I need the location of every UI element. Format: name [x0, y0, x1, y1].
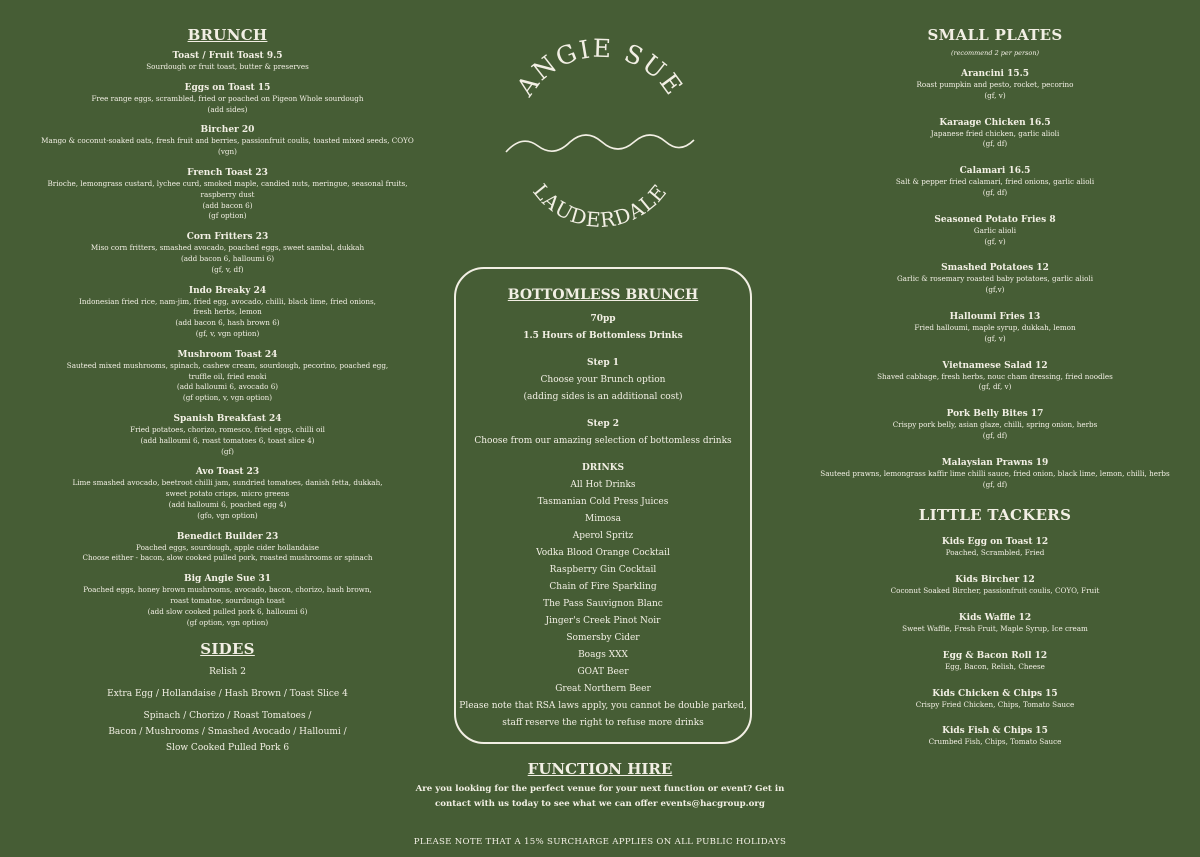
menu-item-description: (gf option, vgn option) — [186, 617, 269, 627]
drink-item: All Hot Drinks — [570, 480, 636, 490]
menu-item-description: Roast pumpkin and pesto, rocket, pecorino — [916, 80, 1074, 89]
menu-item — [0, 531, 455, 565]
menu-item-name: Mushroom Toast 24 — [177, 349, 278, 360]
menu-item-name: Vietnamese Salad 12 — [942, 360, 1048, 371]
drinks-title: DRINKS — [581, 463, 625, 473]
drink-item: Boags XXX — [578, 650, 628, 660]
menu-item-description: truffle oil, fried enoki — [188, 371, 267, 381]
menu-item — [0, 285, 455, 340]
menu-item-name: Spanish Breakfast 24 — [173, 413, 282, 424]
menu-item-name: Seasoned Potato Fries 8 — [934, 214, 1056, 225]
logo-bottom-text: LAUDERDALE — [528, 179, 672, 230]
drink-item: GOAT Beer — [577, 667, 629, 677]
menu-item-description: (gf option) — [208, 211, 247, 221]
bottomless-duration: 1.5 Hours of Bottomless Drinks — [523, 331, 683, 341]
right-column — [790, 0, 1200, 763]
rsa-note-line: staff reserve the right to refuse more drinks — [502, 718, 704, 728]
function-hire-line: contact with us today to see what we can offer events@hacgroup.org — [435, 799, 765, 809]
menu-item-description: Indonesian fried rice, nam-jim, fried egg, avocado, chilli, black lime, fried onions, — [79, 296, 376, 306]
menu-item-description: (add bacon 6) — [202, 200, 253, 210]
step1-line: (adding sides is an additional cost) — [523, 392, 683, 402]
menu-item-description: Crispy pork belly, asian glaze, chilli, spring onion, herbs — [892, 420, 1098, 430]
menu-item-description: Choose either - bacon, slow cooked pulled pork, roasted mushrooms or spinach — [82, 553, 373, 563]
menu-item — [790, 650, 1200, 673]
menu-item-description: Fried halloumi, maple syrup, dukkah, lemon — [914, 322, 1076, 332]
menu-item-description: Poached, Scrambled, Fried — [945, 548, 1045, 558]
menu-item-name: Kids Waffle 12 — [958, 612, 1032, 623]
brunch-title: BRUNCH — [187, 26, 268, 44]
menu-item-name: Kids Fish & Chips 15 — [942, 726, 1048, 737]
menu-item-name: Arancini 15.5 — [960, 69, 1029, 79]
angie-sue-logo — [500, 30, 700, 230]
step2-title: Step 2 — [586, 419, 620, 429]
menu-item-name: Benedict Builder 23 — [176, 531, 279, 542]
brunch-items — [0, 50, 455, 628]
menu-item-description: (add slow cooked pulled pork 6, halloumi 6) — [147, 606, 308, 616]
menu-item-name: Eggs on Toast 15 — [184, 82, 271, 93]
drink-item: Mimosa — [584, 514, 622, 524]
menu-item-description: Brioche, lemongrass custard, lychee curd, smoked maple, candied nuts, meringue, seasonal fruits, — [47, 178, 408, 188]
sides-line: Slow Cooked Pulled Pork 6 — [165, 743, 290, 754]
menu-item-name: Pork Belly Bites 17 — [946, 409, 1044, 420]
bottomless-price: 70pp — [590, 314, 616, 324]
menu-item-description: (gf, df) — [982, 187, 1008, 197]
menu-item-description: sweet potato crisps, micro greens — [165, 489, 290, 499]
menu-item-description: (gf, v) — [984, 90, 1006, 100]
menu-item-name: Egg & Bacon Roll 12 — [942, 650, 1048, 661]
menu-item-name: Kids Egg on Toast 12 — [941, 537, 1049, 548]
drink-item: Somersby Cider — [566, 633, 640, 643]
menu-item-description: (add bacon 6, halloumi 6) — [180, 253, 275, 263]
menu-item-description: (gfo, vgn option) — [197, 510, 258, 520]
menu-item-description: (gf) — [221, 446, 234, 456]
sides-line: Extra Egg / Hollandaise / Hash Brown / Toast Slice 4 — [107, 689, 348, 700]
menu-item-description: (add halloumi 6, roast tomatoes 6, toast slice 4) — [140, 435, 315, 445]
drink-item: Jinger's Creek Pinot Noir — [545, 616, 661, 626]
menu-item — [0, 413, 455, 457]
menu-item-description: (gf, v, vgn option) — [195, 328, 260, 338]
menu-item — [790, 457, 1200, 491]
sides-line: Spinach / Chorizo / Roast Tomatoes / — [143, 711, 312, 722]
step2-line: Choose from our amazing selection of bottomless drinks — [474, 436, 732, 446]
menu-item — [790, 165, 1200, 199]
function-hire-text — [400, 782, 800, 812]
menu-item — [0, 50, 455, 73]
little-tackers-title: LITTLE TACKERS — [918, 506, 1072, 525]
sides-list — [0, 664, 455, 756]
menu-item-description: (gf, df) — [982, 139, 1008, 149]
menu-item-description: (gf, v) — [984, 333, 1006, 343]
drink-item: Raspberry Gin Cocktail — [549, 565, 657, 575]
drink-item: The Pass Sauvignon Blanc — [543, 599, 663, 609]
menu-item-description: Crumbed Fish, Chips, Tomato Sauce — [928, 737, 1062, 747]
drink-item: Great Northern Beer — [555, 684, 651, 694]
menu-item-name: Kids Chicken & Chips 15 — [932, 688, 1058, 699]
menu-item — [790, 68, 1200, 102]
menu-item-description: Garlic & rosemary roasted baby potatoes, garlic alioli — [896, 274, 1094, 284]
drinks-list — [456, 477, 750, 698]
menu-item — [0, 573, 455, 628]
function-hire-title: FUNCTION HIRE — [527, 760, 673, 778]
menu-item-name: French Toast 23 — [187, 167, 268, 178]
menu-item-name: Kids Bircher 12 — [955, 575, 1035, 586]
menu-item-description: (add bacon 6, hash brown 6) — [175, 318, 280, 328]
small-plates-title: SMALL PLATES — [927, 26, 1063, 44]
menu-item-description: (add halloumi 6, avocado 6) — [176, 382, 279, 392]
menu-item-description: (gf, v, df) — [211, 264, 244, 274]
menu-item-description: (add halloumi 6, poached egg 4) — [168, 499, 287, 509]
menu-item-description: (gf, v) — [984, 236, 1006, 246]
menu-item-description: Salt & pepper fried calamari, fried onions, garlic alioli — [895, 177, 1095, 187]
drink-item: Tasmanian Cold Press Juices — [537, 497, 669, 507]
menu-item — [790, 311, 1200, 345]
rsa-note-line: Please note that RSA laws apply, you cannot be double parked, — [459, 701, 747, 711]
menu-item-description: (vgn) — [218, 147, 237, 157]
menu-item-description: fresh herbs, lemon — [193, 307, 262, 317]
menu-item — [790, 725, 1200, 748]
menu-item-description: roast tomatoe, sourdough toast — [170, 595, 285, 605]
menu-item — [790, 612, 1200, 635]
bottomless-title: BOTTOMLESS BRUNCH — [507, 287, 699, 303]
menu-item-name: Smashed Potatoes 12 — [941, 263, 1049, 274]
menu-item-name: Karaage Chicken 16.5 — [939, 117, 1051, 128]
step1-line: Choose your Brunch option — [540, 375, 666, 385]
sides-title: SIDES — [200, 640, 255, 659]
menu-item — [0, 124, 455, 158]
drink-item: Aperol Spritz — [572, 531, 634, 541]
wave-icon — [506, 135, 694, 152]
sides-line: Bacon / Mushrooms / Smashed Avocado / Halloumi / — [108, 727, 347, 738]
small-plates-subtitle: (recommend 2 per person) — [950, 49, 1040, 57]
menu-item-description: (gf, df) — [982, 479, 1008, 489]
menu-item-name: Indo Breaky 24 — [188, 285, 267, 296]
menu-item-description: (gf option, v, vgn option) — [182, 393, 273, 403]
menu-item-description: (add sides) — [207, 104, 248, 114]
little-tackers-items — [790, 536, 1200, 748]
menu-item-description: Crispy Fried Chicken, Chips, Tomato Sauce — [915, 699, 1075, 709]
menu-item-name: Big Angie Sue 31 — [184, 574, 271, 585]
menu-item — [0, 231, 455, 275]
menu-item — [790, 536, 1200, 559]
drink-item: Vodka Blood Orange Cocktail — [536, 548, 670, 558]
menu-item-name: Corn Fritters 23 — [186, 232, 269, 243]
menu-item-name: Malaysian Prawns 19 — [941, 457, 1049, 468]
menu-item-description: (gf, df, v) — [978, 382, 1012, 392]
small-plates-items — [790, 68, 1200, 490]
menu-item-description: Egg, Bacon, Relish, Cheese — [945, 661, 1045, 671]
menu-item-name: Halloumi Fries 13 — [949, 311, 1041, 322]
bottomless-brunch-box — [454, 267, 752, 744]
menu-item-description: Shaved cabbage, fresh herbs, nouc cham dressing, fried noodles — [877, 371, 1113, 381]
brunch-column — [0, 0, 455, 756]
menu-item-description: Lime smashed avocado, beetroot chilli jam, sundried tomatoes, danish fetta, dukkah, — [72, 478, 383, 488]
menu-item-description: Sauteed prawns, lemongrass kaffir lime chilli sauce, fried onion, black lime, lemon, chilli, herbs — [820, 468, 1170, 478]
menu-item — [0, 82, 455, 116]
function-hire-section — [400, 760, 800, 812]
menu-item-description: Mango & coconut-soaked oats, fresh fruit and berries, passionfruit coulis, toasted mixed seeds, COYO — [41, 136, 414, 146]
menu-item-description: Poached eggs, sourdough, apple cider hollandaise — [136, 542, 319, 552]
menu-item-description: Sauteed mixed mushrooms, spinach, cashew cream, sourdough, pecorino, poached egg, — [66, 360, 389, 370]
step1-title: Step 1 — [586, 358, 620, 368]
menu-item-description: (gf,v) — [985, 285, 1005, 295]
menu-item-description: Coconut Soaked Bircher, passionfruit coulis, COYO, Fruit — [890, 586, 1100, 596]
menu-item-description: Poached eggs, honey brown mushrooms, avocado, bacon, chorizo, hash brown, — [83, 585, 372, 595]
menu-item — [790, 688, 1200, 711]
function-hire-line: Are you looking for the perfect venue for your next function or event? Get in — [415, 784, 785, 794]
menu-item-description: Sweet Waffle, Fresh Fruit, Maple Syrup, Ice cream — [902, 623, 1088, 633]
logo-top-text: ANGIE SUE — [510, 33, 690, 102]
menu-item-name: Calamari 16.5 — [959, 166, 1031, 177]
surcharge-note: PLEASE NOTE THAT A 15% SURCHARGE APPLIES ON ALL PUBLIC HOLIDAYS — [413, 837, 787, 847]
menu-item — [790, 214, 1200, 248]
menu-item — [790, 262, 1200, 296]
menu-item — [790, 574, 1200, 597]
menu-item — [790, 117, 1200, 151]
menu-item — [0, 349, 455, 404]
menu-item-description: Sourdough or fruit toast, butter & preserves — [146, 62, 309, 71]
menu-item-name: Bircher 20 — [200, 125, 255, 136]
drink-item: Chain of Fire Sparkling — [549, 582, 657, 592]
sides-line: Relish 2 — [209, 667, 246, 678]
menu-item-description: (gf, df) — [982, 430, 1008, 440]
menu-item-description: Japanese fried chicken, garlic alioli — [930, 128, 1060, 138]
menu-item-description: Fried potatoes, chorizo, romesco, fried eggs, chilli oil — [130, 424, 325, 434]
menu-item — [0, 167, 455, 222]
menu-item — [790, 360, 1200, 394]
menu-item — [790, 408, 1200, 442]
menu-item — [0, 466, 455, 521]
menu-item-name: Avo Toast 23 — [195, 467, 260, 478]
menu-item-name: Toast / Fruit Toast 9.5 — [172, 51, 283, 61]
menu-item-description: Miso corn fritters, smashed avocado, poached eggs, sweet sambal, dukkah — [90, 243, 365, 253]
menu-item-description: Garlic alioli — [973, 225, 1017, 235]
menu-item-description: Free range eggs, scrambled, fried or poached on Pigeon Whole sourdough — [91, 93, 364, 103]
menu-item-description: raspberry dust — [200, 189, 255, 199]
